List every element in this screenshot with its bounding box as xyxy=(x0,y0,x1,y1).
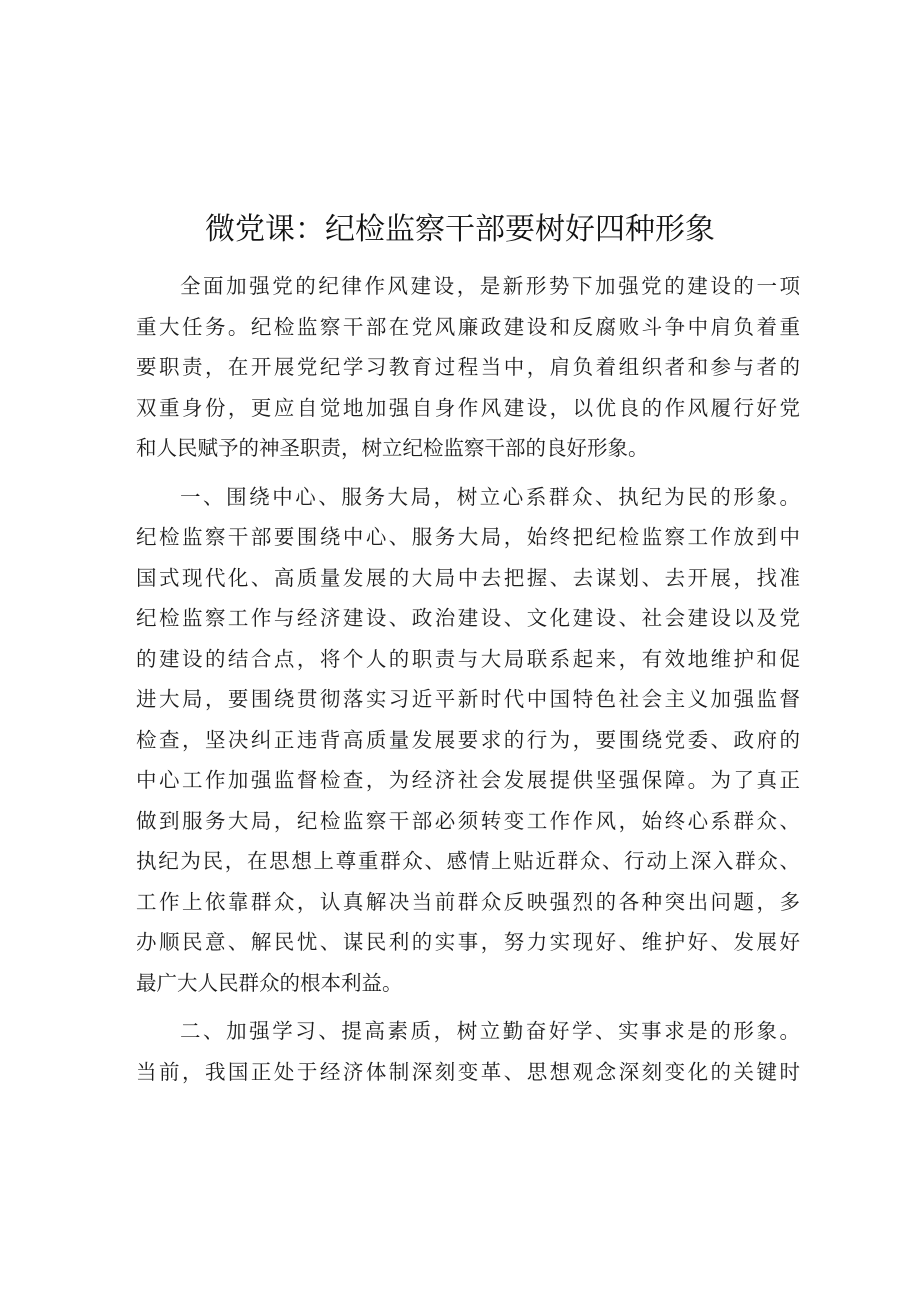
paragraph-line: 一、围绕中心、服务大局，树立心系群众、执纪为民的形象。 xyxy=(180,484,800,509)
paragraph-line: 做到服务大局，纪检监察干部必须转变工作作风，始终心系群众、 xyxy=(136,808,800,833)
paragraph-line: 的建设的结合点，将个人的职责与大局联系起来，有效地维护和促 xyxy=(136,646,800,671)
paragraph-line: 最广大人民群众的根本利益。 xyxy=(136,970,403,995)
paragraph-line: 重大任务。纪检监察干部在党风廉政建设和反腐败斗争中肩负着重 xyxy=(136,314,800,339)
paragraph-line: 纪检监察工作与经济建设、政治建设、文化建设、社会建设以及党 xyxy=(136,606,800,630)
paragraph xyxy=(136,1011,800,1092)
paragraph-line: 二、加强学习、提高素质，树立勤奋好学、实事求是的形象。 xyxy=(180,1019,800,1043)
paragraph-spacing xyxy=(136,1003,800,1011)
paragraph-line: 中心工作加强监督检查，为经济社会发展提供坚强保障。为了真正 xyxy=(136,768,800,792)
paragraph-line: 要职责，在开展党纪学习教育过程当中，肩负着组织者和参与者的 xyxy=(136,355,800,379)
paragraph-line: 执纪为民，在思想上尊重群众、感情上贴近群众、行动上深入群众、 xyxy=(136,849,800,873)
paragraph-line: 国式现代化、高质量发展的大局中去把握、去谋划、去开展，找准 xyxy=(136,565,800,590)
paragraph xyxy=(136,266,800,469)
paragraph xyxy=(136,477,800,1004)
paragraph-line: 全面加强党的纪律作风建设，是新形势下加强党的建设的一项 xyxy=(180,274,800,298)
paragraph-line: 双重身份，更应自觉地加强自身作风建设，以优良的作风履行好党 xyxy=(136,395,800,420)
paragraph-line: 工作上依靠群众，认真解决当前群众反映强烈的各种突出问题，多 xyxy=(136,889,800,914)
document-title: 微党课：纪检监察干部要树好四种形象 xyxy=(205,212,715,247)
paragraph-line: 检查，坚决纠正违背高质量发展要求的行为，要围绕党委、政府的 xyxy=(136,727,800,752)
document-body xyxy=(136,266,800,1092)
paragraph-line: 办顺民意、解民忧、谋民利的实事，努力实现好、维护好、发展好 xyxy=(136,930,800,954)
paragraph-line: 纪检监察干部要围绕中心、服务大局，始终把纪检监察工作放到中 xyxy=(136,525,800,549)
paragraph-line: 和人民赋予的神圣职责，树立纪检监察干部的良好形象。 xyxy=(136,436,649,460)
paragraph-line: 进大局，要围绕贯彻落实习近平新时代中国特色社会主义加强监督 xyxy=(136,687,800,711)
paragraph-spacing xyxy=(136,469,800,477)
paragraph-line: 当前，我国正处于经济体制深刻变革、思想观念深刻变化的关键时 xyxy=(136,1059,800,1084)
